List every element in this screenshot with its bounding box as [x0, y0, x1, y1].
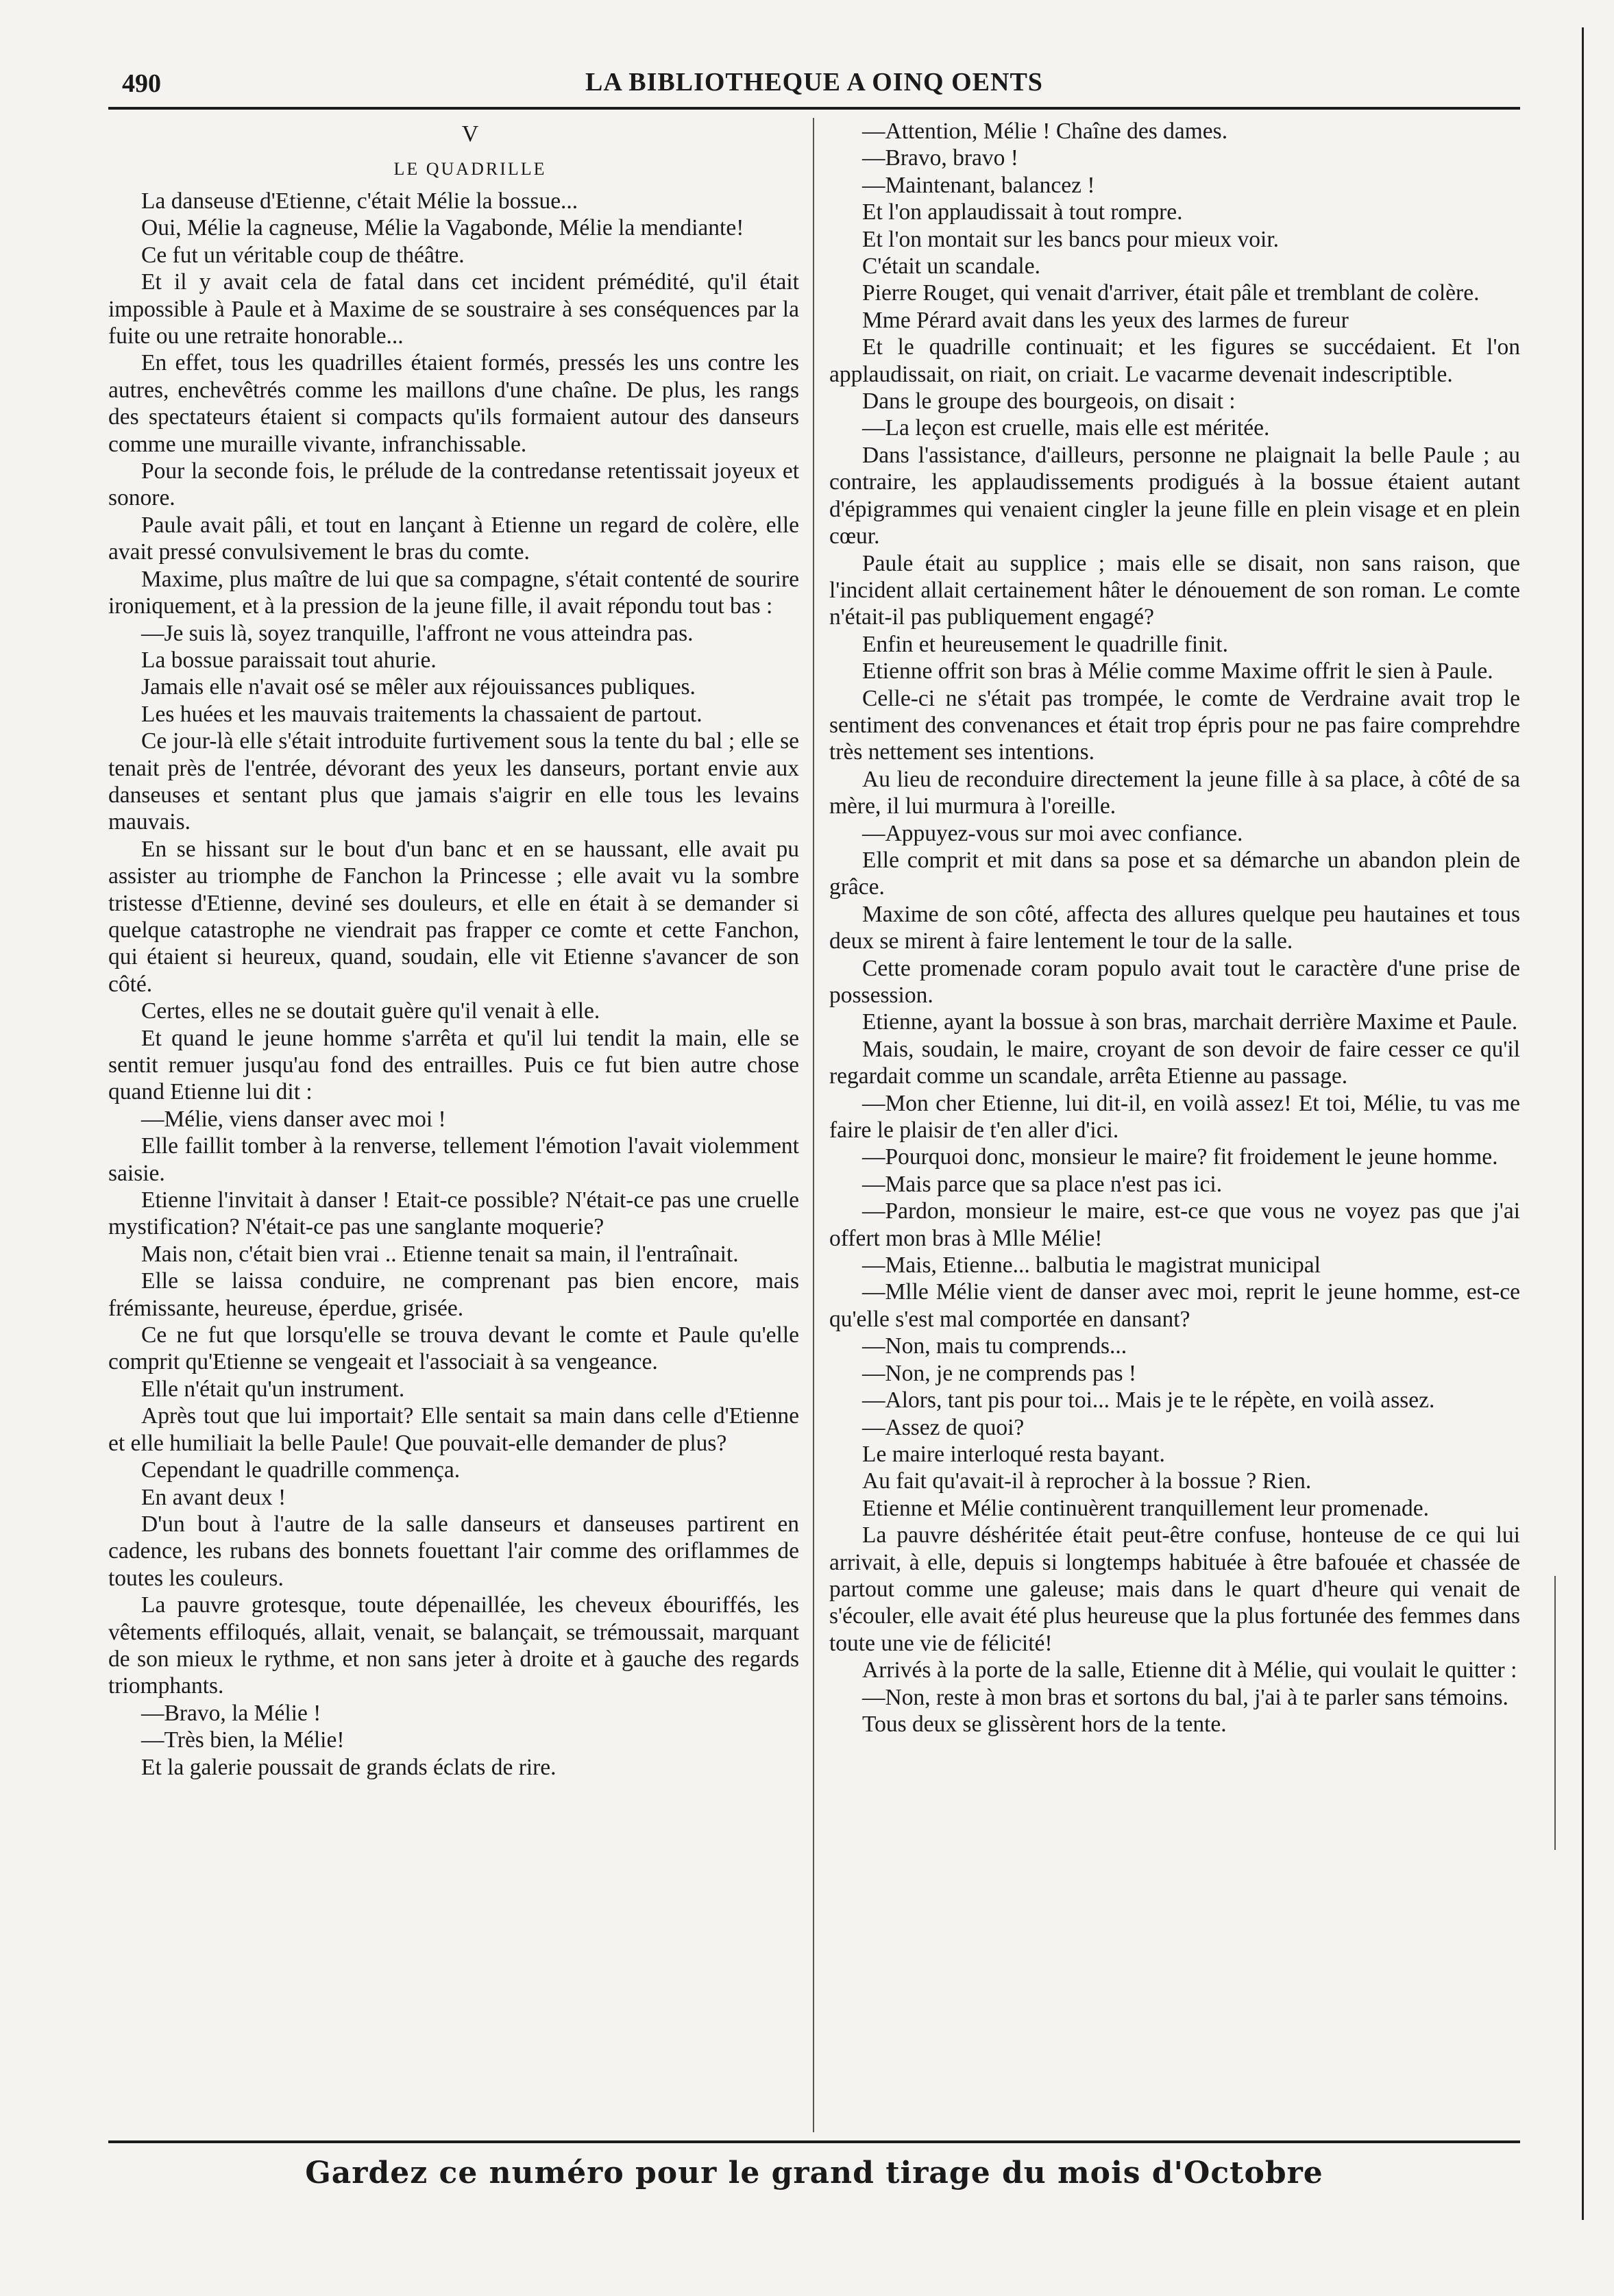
paragraph: —Mais, Etienne... balbutia le magistrat municipal — [862, 1252, 1321, 1279]
paragraph: Dans l'assistance, d'ailleurs, personne ne plaignait la belle Paule ; au contraire, les applaudissements prodigués à la bossue étaient autant d'épigrammes qui venaient cingler la jeune fille en plein visage et en plein cœur. — [829, 442, 1520, 550]
page-number: 490 — [122, 69, 161, 98]
paragraph: Celle-ci ne s'était pas trompée, le comte de Verdraine avait trop le sentiment des convenances et était trop épris pour ne pas faire comprehdre très nettement ses intentions. — [829, 685, 1520, 765]
column-divider — [813, 118, 814, 2132]
paragraph: Et l'on montait sur les bancs pour mieux voir. — [862, 226, 1280, 252]
paragraph: D'un bout à l'autre de la salle danseurs et danseuses partirent en cadence, les rubans des bonnets fouettant l'air comme des oriflammes de toutes les couleurs. — [108, 1511, 799, 1591]
paragraph: Certes, elles ne se doutait guère qu'il venait à elle. — [141, 998, 600, 1024]
paragraph: —Mon cher Etienne, lui dit-il, en voilà assez! Et toi, Mélie, tu vas me faire le plaisir de t'en aller d'ici. — [829, 1090, 1520, 1144]
paragraph: —Mlle Mélie vient de danser avec moi, reprit le jeune homme, est-ce qu'elle s'est mal comportée en dansant? — [829, 1279, 1520, 1332]
paragraph: Dans le groupe des bourgeois, on disait : — [862, 388, 1236, 415]
paragraph: —Maintenant, balancez ! — [862, 172, 1095, 198]
running-title: LA BIBLIOTHEQUE A OINQ OENTS — [585, 68, 1043, 97]
header-rule — [108, 107, 1520, 110]
paragraph: Arrivés à la porte de la salle, Etienne dit à Mélie, qui voulait le quitter : — [862, 1657, 1517, 1683]
paragraph: Et l'on applaudissait à tout rompre. — [862, 199, 1183, 225]
left-column — [108, 118, 799, 2139]
paragraph: —Mais parce que sa place n'est pas ici. — [862, 1171, 1223, 1197]
footer-notice: Gardez ce numéro pour le grand tirage du mois d'Octobre — [305, 2156, 1323, 2190]
paragraph: Maxime, plus maître de lui que sa compagne, s'était contenté de sourire ironiquement, et à la pression de la jeune fille, il avait répondu tout bas : — [108, 566, 799, 619]
paragraph: Maxime de son côté, affecta des allures quelque peu hautaines et tous deux se mirent à faire lentement le tour de la salle. — [829, 901, 1520, 954]
paragraph: C'était un scandale. — [862, 254, 1040, 280]
paragraph: —Pourquoi donc, monsieur le maire? fit froidement le jeune homme. — [862, 1144, 1498, 1170]
paragraph: Mais non, c'était bien vrai .. Etienne tenait sa main, il l'entraînait. — [141, 1241, 739, 1267]
paragraph: Paule était au supplice ; mais elle se disait, non sans raison, que l'incident allait certainement hâter le dénouement de son roman. Le comte n'était-il pas publiquement engagé? — [829, 550, 1520, 630]
paragraph: —Bravo, la Mélie ! — [141, 1700, 321, 1726]
paragraph: Elle se laissa conduire, ne comprenant pas bien encore, mais frémissante, heureuse, éperdue, grisée. — [108, 1268, 799, 1321]
paragraph: —Appuyez-vous sur moi avec confiance. — [862, 820, 1243, 846]
paragraph: En avant deux ! — [141, 1484, 286, 1510]
paragraph: Jamais elle n'avait osé se mêler aux réjouissances publiques. — [141, 674, 696, 700]
paragraph: La pauvre déshéritée était peut-être confuse, honteuse de ce qui lui arrivait, à elle, depuis si longtemps habituée à être bafouée et chassée de partout comme une galeuse; mais dans le quart d'heure qui venait de s'écouler, elle avait été plus heureuse que la plus fortunée des femmes dans toute une vie de félicité! — [829, 1522, 1520, 1656]
paragraph: Mme Pérard avait dans les yeux des larmes de fureur — [862, 307, 1349, 333]
paragraph: Etienne offrit son bras à Mélie comme Maxime offrit le sien à Paule. — [862, 658, 1493, 684]
paragraph: —Non, reste à mon bras et sortons du bal, j'ai à te parler sans témoins. — [862, 1684, 1508, 1710]
paragraph: Au fait qu'avait-il à reprocher à la bossue ? Rien. — [862, 1468, 1312, 1494]
paragraph: Mais, soudain, le maire, croyant de son devoir de faire cesser ce qu'il regardait comme un scandale, arrêta Etienne au passage. — [829, 1036, 1520, 1089]
paragraph: La danseuse d'Etienne, c'était Mélie la bossue... — [141, 188, 578, 214]
paragraph: La bossue paraissait tout ahurie. — [141, 647, 437, 673]
paragraph: Oui, Mélie la cagneuse, Mélie la Vagabonde, Mélie la mendiante! — [141, 215, 744, 241]
text-columns — [108, 118, 1520, 2139]
paragraph: Paule avait pâli, et tout en lançant à Etienne un regard de colère, elle avait pressé convulsivement le bras du comte. — [108, 512, 799, 565]
paragraph: Ce ne fut que lorsqu'elle se trouva devant le comte et Paule qu'elle comprit qu'Etienne se vengeait et l'associait à sa vengeance. — [108, 1322, 799, 1375]
chapter-title: LE QUADRILLE — [393, 159, 547, 179]
paragraph: Elle n'était qu'un instrument. — [141, 1376, 405, 1402]
left-column-paragraphs — [108, 188, 799, 1781]
page-edge-line — [1582, 27, 1584, 2220]
paragraph: Cependant le quadrille commença. — [141, 1457, 461, 1483]
right-column — [829, 118, 1520, 2139]
paragraph: —Attention, Mélie ! Chaîne des dames. — [862, 119, 1228, 144]
paragraph: Ce jour-là elle s'était introduite furtivement sous la tente du bal ; elle se tenait près de l'entrée, dévorant des yeux les danseurs, portant envie aux danseuses et sentant plus que jamais s'aigrir en elle tous les levains mauvais. — [108, 728, 799, 835]
page-header — [108, 64, 1520, 112]
paragraph: La pauvre grotesque, toute dépenaillée, les cheveux ébouriffés, les vêtements effiloqués, allait, venait, se balançait, se trémoussait, marquant de son mieux le rythme, et non sans jeter à droite et à gauche des regards triomphants. — [108, 1592, 799, 1699]
paragraph: Tous deux se glissèrent hors de la tente. — [862, 1711, 1227, 1737]
paragraph: Et la galerie poussait de grands éclats de rire. — [141, 1754, 557, 1780]
paragraph: —Je suis là, soyez tranquille, l'affront ne vous atteindra pas. — [141, 620, 694, 646]
chapter-number: V — [461, 121, 479, 147]
paragraph: —Non, mais tu comprends... — [862, 1333, 1127, 1359]
paragraph: Après tout que lui importait? Elle sentait sa main dans celle d'Etienne et elle humiliait la belle Paule! Que pouvait-elle demander de plus? — [108, 1403, 799, 1456]
page-edge-line-inner — [1554, 1576, 1556, 1850]
paragraph: —Mélie, viens danser avec moi ! — [141, 1106, 446, 1132]
paragraph: Etienne et Mélie continuèrent tranquillement leur promenade. — [862, 1495, 1429, 1521]
paragraph: Pierre Rouget, qui venait d'arriver, était pâle et tremblant de colère. — [862, 280, 1480, 306]
footer-rule — [108, 2140, 1520, 2143]
paragraph: Etienne l'invitait à danser ! Etait-ce possible? N'était-ce pas une cruelle mystification? N'était-ce pas une sanglante moquerie? — [108, 1187, 799, 1240]
paragraph: Etienne, ayant la bossue à son bras, marchait derrière Maxime et Paule. — [862, 1009, 1518, 1035]
newspaper-page — [108, 55, 1520, 2234]
paragraph: —Assez de quoi? — [862, 1414, 1025, 1440]
right-column-paragraphs — [829, 118, 1520, 1738]
paragraph: —Bravo, bravo ! — [862, 145, 1018, 171]
paragraph: Pour la seconde fois, le prélude de la contredanse retentissait joyeux et sonore. — [108, 458, 799, 511]
paragraph: Le maire interloqué resta bayant. — [862, 1441, 1165, 1467]
paragraph: Et il y avait cela de fatal dans cet incident prémédité, qu'il était impossible à Paule et à Maxime de se soustraire à ses conséquences par la fuite ou une retraite honorable... — [108, 269, 799, 349]
paragraph: En effet, tous les quadrilles étaient formés, pressés les uns contre les autres, enchevêtrés comme les maillons d'une chaîne. De plus, les rangs des spectateurs étaient si compacts qu'ils formaient autour des danseurs comme une muraille vivante, infranchissable. — [108, 350, 799, 457]
paragraph: Enfin et heureusement le quadrille finit. — [862, 631, 1228, 657]
paragraph: Elle comprit et mit dans sa pose et sa démarche un abandon plein de grâce. — [829, 847, 1520, 900]
paragraph: En se hissant sur le bout d'un banc et en se haussant, elle avait pu assister au triomphe de Fanchon la Princesse ; elle avait vu la sombre tristesse d'Etienne, deviné ses douleurs, et elle en était à se demander si quelque catastrophe ne viendrait pas frapper ce comte et cette Fanchon, qui étaient si heureux, quand, soudain, elle vit Etienne s'avancer de son côté. — [108, 836, 799, 997]
paragraph: Les huées et les mauvais traitements la chassaient de partout. — [141, 701, 702, 727]
paragraph: —Non, je ne comprends pas ! — [862, 1360, 1137, 1386]
paragraph: Et quand le jeune homme s'arrêta et qu'il lui tendit la main, elle se sentit remuer jusqu'au fond des entrailles. Puis ce fut bien autre chose quand Etienne lui dit : — [108, 1025, 799, 1105]
paragraph: —Pardon, monsieur le maire, est-ce que vous ne voyez pas que j'ai offert mon bras à Mlle Mélie! — [829, 1198, 1520, 1251]
paragraph: Elle faillit tomber à la renverse, tellement l'émotion l'avait violemment saisie. — [108, 1133, 799, 1186]
paragraph: Au lieu de reconduire directement la jeune fille à sa place, à côté de sa mère, il lui murmura à l'oreille. — [829, 766, 1520, 819]
paragraph: —Alors, tant pis pour toi... Mais je te le répète, en voilà assez. — [862, 1387, 1435, 1414]
paragraph: —Très bien, la Mélie! — [141, 1727, 345, 1753]
paragraph: Ce fut un véritable coup de théâtre. — [141, 242, 465, 268]
paragraph: —La leçon est cruelle, mais elle est méritée. — [862, 415, 1270, 441]
paragraph: Et le quadrille continuait; et les figures se succédaient. Et l'on applaudissait, on riait, on criait. Le vacarme devenait indescriptible. — [829, 334, 1520, 387]
paragraph: Cette promenade coram populo avait tout le caractère d'une prise de possession. — [829, 955, 1520, 1008]
